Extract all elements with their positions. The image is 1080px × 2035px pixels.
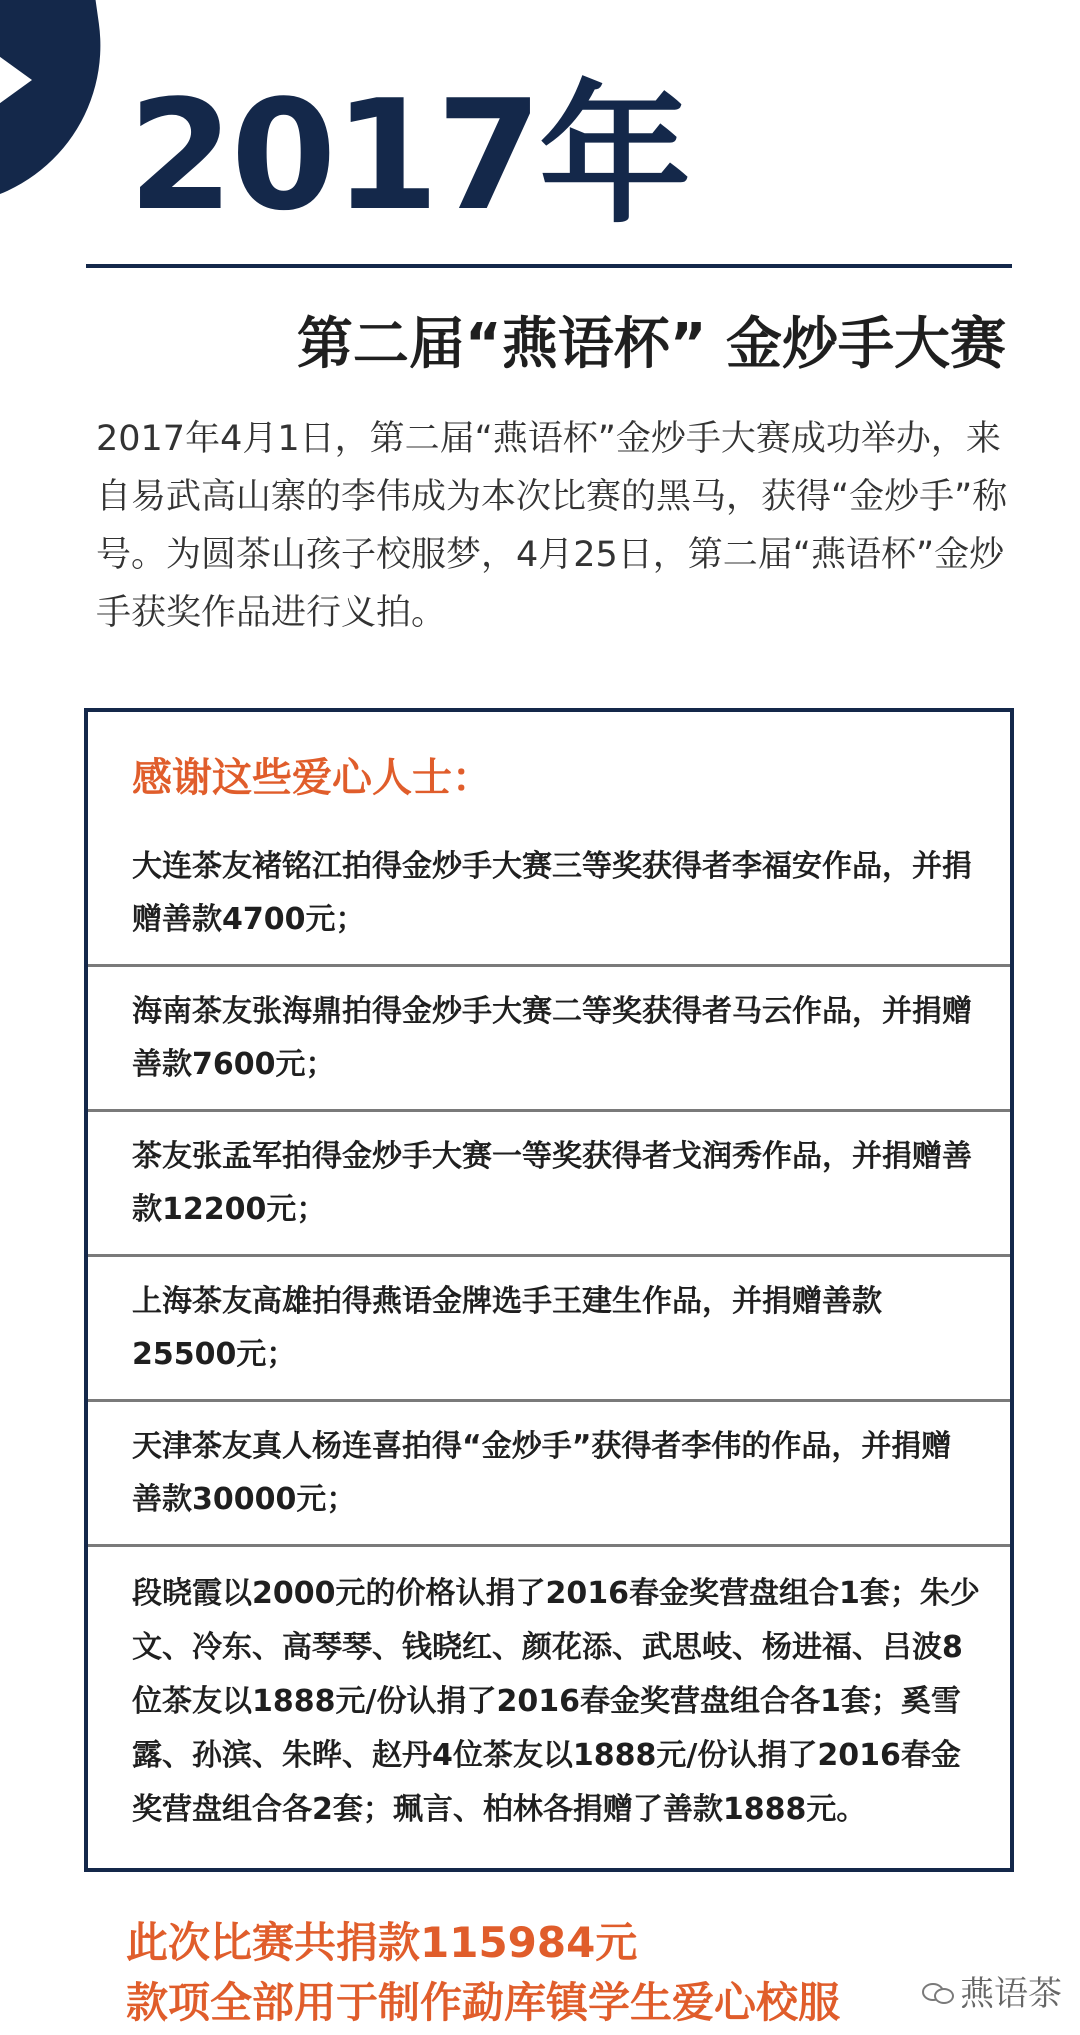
donor-item: 天津茶友真人杨连喜拍得“金炒手”获得者李伟的作品，并捐赠善款30000元； bbox=[88, 1402, 1010, 1547]
header-divider bbox=[86, 264, 1012, 268]
year-heading: 2017年 bbox=[128, 67, 689, 244]
corner-decoration bbox=[0, 0, 121, 215]
donor-list-title: 感谢这些爱心人士： bbox=[132, 755, 492, 801]
chat-bubble-icon bbox=[934, 1988, 954, 2004]
donor-item: 海南茶友张海鼎拍得金炒手大赛二等奖获得者马云作品，并捐赠善款7600元； bbox=[88, 967, 1010, 1112]
total-donation: 此次比赛共捐款115984元 bbox=[126, 1918, 638, 1967]
event-title: 第二届“燕语杯” 金炒手大赛 bbox=[296, 312, 1006, 377]
donor-item-group: 段晓霞以2000元的价格认捐了2016春金奖营盘组合1套；朱少文、冷东、高琴琴、钱晓红、颜花添、武思岐、杨进福、吕波8位茶友以1888元/份认捐了2016春金奖营盘组合各1套；奚雪露、孙滨、朱晔、赵丹4位茶友以1888元/份认捐了2016春金奖营盘组合各2套；珮言、柏林各捐赠了善款1888元。 bbox=[132, 1576, 980, 1827]
event-description: 2017年4月1日，第二届“燕语杯”金炒手大赛成功举办，来自易武高山寨的李伟成为本次比赛的黑马，获得“金炒手”称号。为圆茶山孩子校服梦，4月25日，第二届“燕语杯”金炒手获奖作品进行义拍。 bbox=[96, 419, 1008, 633]
donor-item: 大连茶友褚铭江拍得金炒手大赛三等奖获得者李福安作品，并捐赠善款4700元； bbox=[88, 822, 1010, 967]
wechat-icon bbox=[922, 1980, 952, 2002]
donor-list-box bbox=[84, 708, 1014, 1872]
corner-arrow-icon bbox=[0, 54, 32, 106]
donor-item: 上海茶友高雄拍得燕语金牌选手王建生作品，并捐赠善款25500元； bbox=[88, 1257, 1010, 1402]
donation-purpose: 款项全部用于制作勐库镇学生爱心校服 bbox=[126, 1978, 841, 2027]
donor-item: 茶友张孟军拍得金炒手大赛一等奖获得者戈润秀作品，并捐赠善款12200元； bbox=[88, 1112, 1010, 1257]
donor-list bbox=[88, 822, 1010, 1837]
brand-name: 燕语茶 bbox=[960, 1974, 1062, 2014]
brand-mark bbox=[922, 1966, 1062, 2015]
